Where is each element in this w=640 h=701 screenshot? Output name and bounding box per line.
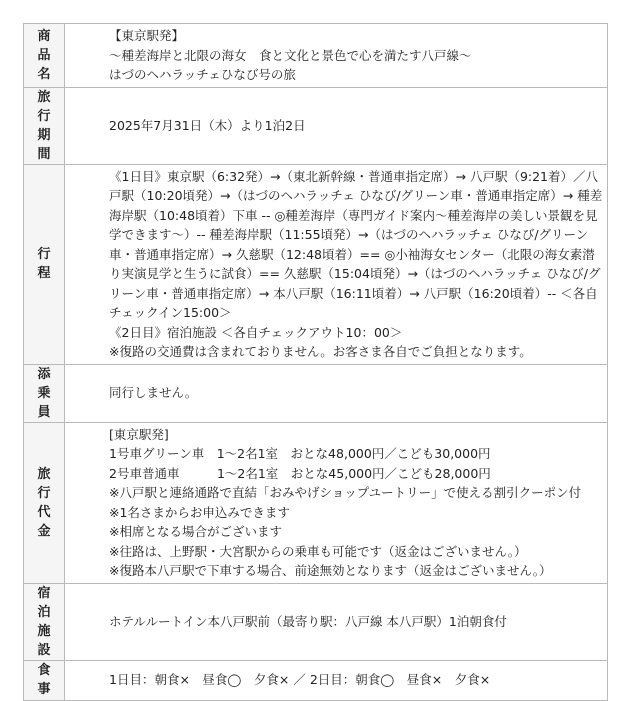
text-line: ※復路の交通費は含まれておりません。お客さま各自でご負担となります。 — [109, 344, 532, 359]
row-value — [65, 583, 608, 660]
row-product-name — [24, 24, 608, 88]
row-value — [65, 364, 608, 422]
text-line: 同行しません。 — [109, 385, 198, 401]
row-label — [24, 660, 65, 700]
text-line: ※八戸駅と連絡通路で直結「おみやげショップユートリー」で使える割引クーポン付 — [109, 485, 582, 500]
row-label — [24, 87, 65, 164]
row-label-text: 商品名 — [37, 28, 51, 82]
text-line: ※往路は、上野駅・大宮駅からの乗車も可能です（返金はございません。） — [109, 543, 527, 559]
text-line: 2025年7月31日（木）より1泊2日 — [109, 117, 306, 133]
text-line: 《2日目》宿泊施設 ＜各自チェックアウト10：00＞ — [109, 324, 403, 340]
text-line: 【東京駅発】 — [109, 28, 185, 43]
row-value — [65, 422, 608, 583]
row-value — [65, 87, 608, 164]
row-value — [65, 660, 608, 700]
row-label-text: 食事 — [37, 663, 51, 697]
text-line: ※1名さまからお申込みできます — [109, 504, 290, 520]
text-line: 1号車グリーン車 1〜2名1室 おとな48,000円／こども30,000円 — [109, 446, 491, 461]
row-accommodation — [24, 583, 608, 660]
row-itinerary — [24, 164, 608, 364]
row-label — [24, 364, 65, 422]
text-line: [東京駅発] — [109, 426, 169, 442]
text-line: 2号車普通車 1〜2名1室 おとな45,000円／こども28,000円 — [109, 465, 491, 481]
row-value — [65, 164, 608, 364]
row-label — [24, 164, 65, 364]
row-label-text: 宿泊施設 — [37, 585, 51, 658]
row-label-text: 旅行代金 — [37, 466, 51, 539]
row-tour-conductor — [24, 364, 608, 422]
text-line: 1日目：朝食× 昼食◯ 夕食× ／ 2日目：朝食◯ 昼食× 夕食× — [109, 672, 491, 688]
row-tour-price — [24, 422, 608, 583]
text-line: 〜種差海岸と北限の海女 食と文化と景色で心を満たす八戸線〜 — [109, 47, 472, 63]
row-label — [24, 422, 65, 583]
row-label-text: 行程 — [37, 247, 51, 281]
row-label-text: 旅行期間 — [37, 89, 51, 162]
tour-details-table — [23, 23, 608, 701]
row-value — [65, 24, 608, 88]
text-line: はづのヘハラッチェひなび号の旅 — [109, 67, 296, 82]
row-label-text: 添乗員 — [37, 366, 51, 420]
row-label — [24, 583, 65, 660]
itinerary-paragraph: 《1日目》東京駅（6:32発）→（東北新幹線・普通車指定席）→ 八戸駅（9:21着）／八戸駅（10:20頃発）→（はづのヘハラッチェ ひなび/グリーン車・普通車指定席）→ 種差海岸駅（10:48頃着）下車 -- ◎種差海岸（専門ガイド案内〜種差海岸の美しい景観を見学できます〜）-- 種差海岸駅（11:55頃発）→（はづのヘハラッチェ ひなび/グリーン車・普通車指定席）→ 久慈駅（12:48頃着）== ◎小袖海女センター（北限の海女素潜り実演見学と生うに試食）== 久慈駅（15:04頃発）→（はづのヘハラッチェ ひなび/グリーン車・普通車指定席）→ 本八戸駅（16:11頃着）→ 八戸駅（16:20頃着）-- ＜各自チェックイン15:00＞ — [109, 168, 603, 320]
text-line: ※相席となる場合がございます — [109, 524, 282, 539]
row-meals — [24, 660, 608, 700]
text-line: ホテルルートイン本八戸駅前（最寄り駅：八戸線 本八戸駅）1泊朝食付 — [109, 613, 507, 629]
row-label — [24, 24, 65, 88]
row-travel-period — [24, 87, 608, 164]
text-line: ※復路本八戸駅で下車する場合、前途無効となります（返金はございません。） — [109, 563, 552, 578]
